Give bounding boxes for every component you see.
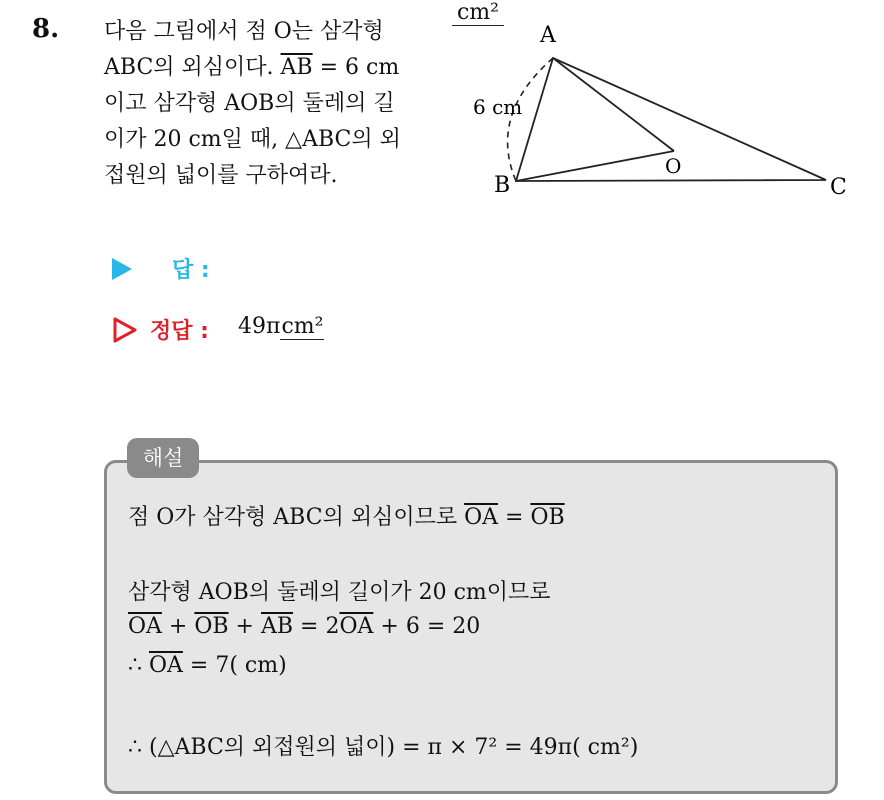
solution-line-3 — [128, 614, 480, 639]
label-side-length: 6 cm — [473, 95, 523, 119]
answer-label: 답 : — [172, 258, 210, 283]
correct-label: 정답 : — [150, 319, 209, 344]
answer-row — [112, 253, 532, 287]
plus-sign: + — [228, 614, 261, 639]
question-number: 8. — [32, 14, 60, 44]
label-a: A — [540, 23, 556, 48]
question-line-5: 접원의 넓이를 구하여라. — [104, 163, 338, 188]
outline-triangle-icon — [112, 316, 138, 344]
segment-ab: $\overline{AB}$ — [280, 55, 313, 80]
question-text — [104, 14, 450, 194]
label-o: O — [665, 154, 682, 178]
solution-line-1 — [128, 500, 565, 531]
segment-oa-text: $\overline{OA}$ — [128, 614, 162, 639]
equation-part: = 7( cm) — [182, 653, 287, 678]
question-line-2-post: = 6 cm — [312, 55, 400, 80]
equation-part: = 2 — [293, 614, 340, 639]
correct-value-unit: cm² — [281, 314, 324, 339]
solution-line-4 — [128, 653, 287, 678]
equals-sign: = — [498, 505, 531, 530]
correct-answer-row — [112, 314, 452, 348]
segment-ob-text: $\overline{OB}$ — [194, 614, 229, 639]
solution-line-1-text: 점 O가 삼각형 ABC의 외심이므로 — [128, 505, 465, 530]
question-line-2 — [104, 50, 450, 86]
segment-ab-text: $\overline{AB}$ — [260, 614, 294, 639]
segment-ob-text: $\overline{OB}$ — [530, 505, 565, 530]
equation-part: + 6 = 20 — [373, 614, 481, 639]
label-c: C — [830, 175, 847, 200]
solution-line-2: 삼각형 AOB의 둘레의 길이가 20 cm이므로 — [128, 580, 551, 605]
label-b: B — [494, 173, 511, 198]
question-line-4: 이가 20 cm일 때, △ABC의 외 — [104, 127, 401, 152]
segment-ob — [516, 151, 674, 181]
question-line-2-pre: ABC의 외심이다. — [104, 55, 281, 80]
solution-line-5: ∴ (△ABC의 외접원의 넓이) = π × 7² = 49π( cm²) — [128, 735, 639, 760]
therefore-symbol: ∴ — [128, 653, 149, 678]
segment-oa-text: $\overline{OA}$ — [149, 653, 183, 678]
segment-oa-text: $\overline{OA}$ — [339, 614, 374, 639]
arc-ab — [508, 58, 553, 181]
question-line-1: 다음 그림에서 점 O는 삼각형 — [104, 19, 384, 44]
correct-value-number: 49π — [238, 314, 281, 339]
plus-sign: + — [161, 614, 195, 639]
correct-value — [238, 314, 324, 339]
answer-unit: cm² — [452, 0, 504, 26]
question-line-3: 이고 삼각형 AOB의 둘레의 길 — [104, 91, 395, 116]
play-icon — [112, 258, 132, 280]
solution-tag: 해설 — [127, 438, 199, 478]
triangle-figure — [468, 20, 868, 205]
segment-oa-text: $\overline{OA}$ — [464, 505, 499, 530]
